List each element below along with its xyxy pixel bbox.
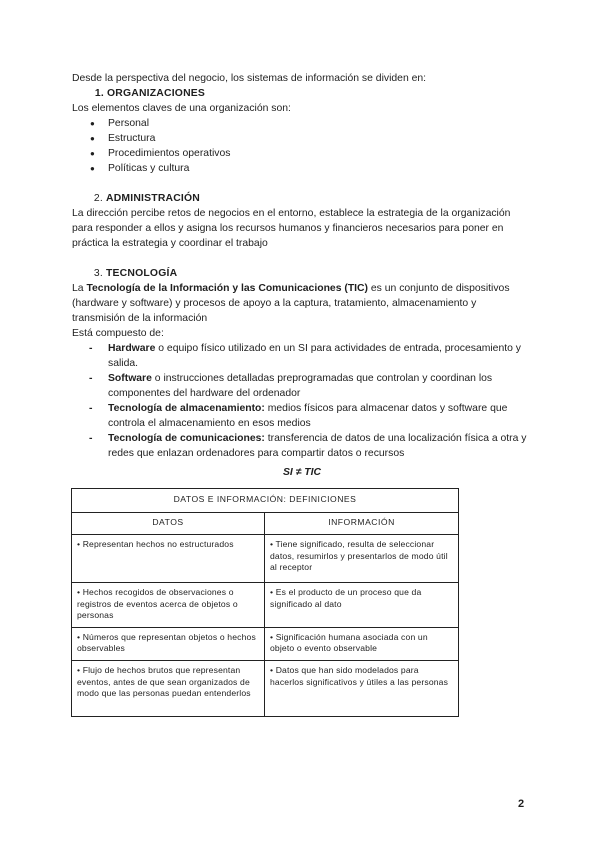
list-item [72, 371, 532, 401]
list-item [72, 401, 532, 431]
component-desc: medios físicos para almacenar datos y software que controla el almacenamiento en esos medios [108, 403, 508, 429]
section-2-body: La dirección percibe retos de negocios en el entorno, establece la estrategia de la organización para responder a ellos y asigna los recursos humanos y financieros necesarios para poner en práctica la estrategia y coordinar el trabajo [72, 208, 511, 249]
table-cell: • Hechos recogidos de observaciones o registros de eventos acerca de objetos o personas [72, 583, 265, 628]
section-3-number: 3. [93, 268, 103, 279]
component-term: Tecnología de almacenamiento: [108, 403, 265, 414]
table-cell: • Números que representan objetos o hechos observables [72, 627, 265, 660]
table-cell: • Tiene significado, resulta de seleccionar datos, resumirlos y presentarlos de modo útil al receptor [265, 535, 459, 583]
section-3-lead: Está compuesto de: [72, 328, 164, 339]
table-cell: • Significación humana asociada con un objeto o evento observable [265, 627, 459, 660]
organization-elements-list [72, 116, 532, 176]
component-term: Software [108, 373, 152, 384]
tic-term: Tecnología de la Información y las Comunicaciones (TIC) [86, 283, 369, 294]
section-2-title: ADMINISTRACIÓN [106, 193, 201, 204]
component-desc: transferencia de datos de una localización física a otra y redes que enlazan ordenadores para compartir datos o recursos [108, 433, 527, 459]
document-body [72, 71, 532, 480]
list-item: ● Procedimientos operativos [72, 146, 532, 161]
list-item: ● Personal [72, 116, 532, 131]
component-desc: o equipo físico utilizado en un SI para actividades de entrada, procesamiento y salida. [108, 343, 521, 369]
section-3-body-prefix: La [72, 283, 87, 294]
list-item [72, 431, 532, 461]
section-2-heading [72, 191, 532, 206]
table-cell: • Representan hechos no estructurados [72, 535, 265, 583]
table-row [72, 583, 459, 628]
section-3-body-rest: es un conjunto de dispositivos (hardware y software) y procesos de apoyo a la captura, tratamiento, almacenamiento y transmisión de la información [72, 283, 510, 324]
formula: SI ≠ TIC [282, 467, 322, 478]
table-title: DATOS E INFORMACIÓN: DEFINICIONES [72, 489, 459, 513]
section-1-title: ORGANIZACIONES [107, 88, 206, 99]
list-item: ● Estructura [72, 131, 532, 146]
list-item: ● Políticas y cultura [72, 161, 532, 176]
component-term: Hardware [108, 343, 156, 354]
page-number: 2 [518, 798, 525, 810]
table-row [72, 627, 459, 660]
component-desc: o instrucciones detalladas preprogramadas que controlan y coordinan los componentes del hardware del ordenador [108, 373, 493, 399]
section-2-number: 2. [93, 193, 103, 204]
intro-text: Desde la perspectiva del negocio, los sistemas de información se dividen en: [72, 73, 427, 84]
section-1-number: 1. [94, 88, 104, 99]
table-row [72, 660, 459, 716]
section-3-heading [72, 266, 532, 281]
table-cell: • Datos que han sido modelados para hacerlos significativos y útiles a las personas [265, 660, 459, 716]
table-row [72, 535, 459, 583]
table-cell: • Flujo de hechos brutos que representan eventos, antes de que sean organizados de modo que las personas puedan entenderlos [72, 660, 265, 716]
section-3-title: TECNOLOGÍA [106, 268, 178, 279]
table-cell: • Es el producto de un proceso que da significado al dato [265, 583, 459, 628]
section-1-lead: Los elementos claves de una organización son: [72, 103, 291, 114]
definitions-table [71, 488, 459, 717]
column-header-datos: DATOS [72, 513, 265, 535]
list-item [72, 341, 532, 371]
components-list [72, 341, 532, 461]
section-1-heading [73, 86, 532, 101]
column-header-informacion: INFORMACIÓN [265, 513, 459, 535]
section-3-body [72, 281, 532, 326]
component-term: Tecnología de comunicaciones: [108, 433, 265, 444]
